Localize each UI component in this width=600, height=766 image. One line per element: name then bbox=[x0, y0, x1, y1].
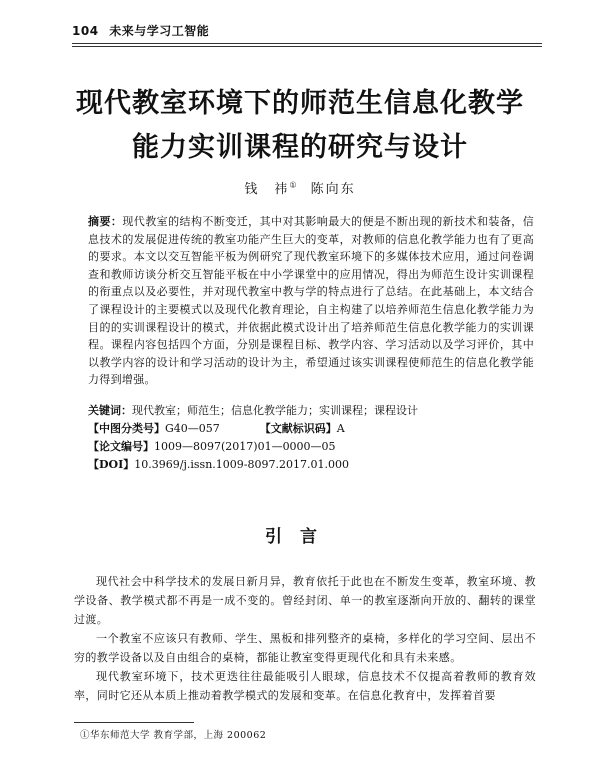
author-1: 钱 祎 bbox=[244, 182, 290, 197]
keywords bbox=[88, 402, 538, 419]
article-number-value: 1009—8097(2017)01—0000—05 bbox=[154, 440, 336, 453]
classification-value: G40—057 bbox=[165, 422, 220, 435]
article-number-line bbox=[88, 438, 538, 455]
footnote: ①华东师范大学 教育学部，上海 200062 bbox=[80, 730, 267, 741]
keywords-text: 现代教室；师范生；信息化教学能力；实训课程；课程设计 bbox=[132, 404, 418, 417]
abstract-label: 摘要： bbox=[88, 215, 123, 228]
abstract-text: 现代教室的结构不断变迁，其中对其影响最大的便是不断出现的新技术和装备，信息技术的发展促进传统的教室功能产生巨大的变革，对教师的信息化教学能力也有了更高的要求。本文以交互智能平板为例研究了现代教室环境下的多媒体技术应用，通过问卷调查和教师访谈分析交互智能平板在中小学课堂中的应用情况，得出为师范生设计实训课程的衔重点以及必要性，并对现代教室中教与学的特点进行了总结。在此基础上，本文结合了课程设计的主要模式以及现代化教育理论，自主构建了以培养师范生信息化教学能力为目的的实训课程设计的模式，并依据此模式设计出了培养师范生信息化教学能力的实训课程。课程内容包括四个方面，分别是课程目标、教学内容、学习活动以及学习评价，其中以教学内容的设计和学习活动的设计为主，希望通过该实训课程使师范生的信息化教学能力得到增强。 bbox=[88, 215, 535, 387]
doc-code-label: 【文献标识码】 bbox=[259, 422, 337, 435]
body-text bbox=[74, 572, 536, 705]
running-header bbox=[72, 22, 209, 39]
article-title-line-1: 现代教室环境下的师范生信息化教学 bbox=[76, 88, 524, 119]
abstract bbox=[88, 213, 534, 389]
doi-value: 10.3969/j.issn.1009-8097.2017.01.000 bbox=[134, 458, 349, 471]
article-number-label: 【论文编号】 bbox=[88, 440, 154, 453]
classification-label: 【中图分类号】 bbox=[88, 422, 165, 435]
doi-line bbox=[88, 456, 538, 473]
author-2: 陈向东 bbox=[310, 182, 356, 197]
classification-line bbox=[88, 420, 538, 437]
paragraph-1: 现代社会中科学技术的发展日新月异，教育依托于此也在不断发生变革，教室环境、教学设备、教学模式都不再是一成不变的。曾经封闭、单一的教室逐渐向开放的、翻转的课堂过渡。 bbox=[74, 575, 536, 626]
doc-code-value: A bbox=[336, 422, 345, 435]
author-line bbox=[0, 178, 600, 197]
paragraph-2: 一个教室不应该只有教师、学生、黑板和排列整齐的桌椅，多样化的学习空间、层出不穷的教学设备以及自由组合的桌椅，都能让教室变得更现代化和具有未来感。 bbox=[74, 632, 536, 664]
section-heading: 引言 bbox=[265, 527, 335, 547]
journal-name: 未来与学习工智能 bbox=[109, 24, 210, 38]
paragraph-3: 现代教室环境下，技术更迭往往最能吸引人眼球，信息技术不仅提高着教师的教育效率，同时它还从本质上推动着教学模式的发展和变革。在信息化教育中，发挥着首要 bbox=[74, 670, 536, 702]
footnote-rule bbox=[74, 722, 194, 723]
keywords-label: 关键词： bbox=[88, 404, 132, 417]
article-title-line-2: 能力实训课程的研究与设计 bbox=[132, 132, 468, 163]
doi-label: 【DOI】 bbox=[88, 458, 135, 471]
header-rule bbox=[72, 43, 542, 47]
page-number: 104 bbox=[72, 24, 99, 38]
author-1-footnote-mark: ① bbox=[289, 180, 297, 190]
